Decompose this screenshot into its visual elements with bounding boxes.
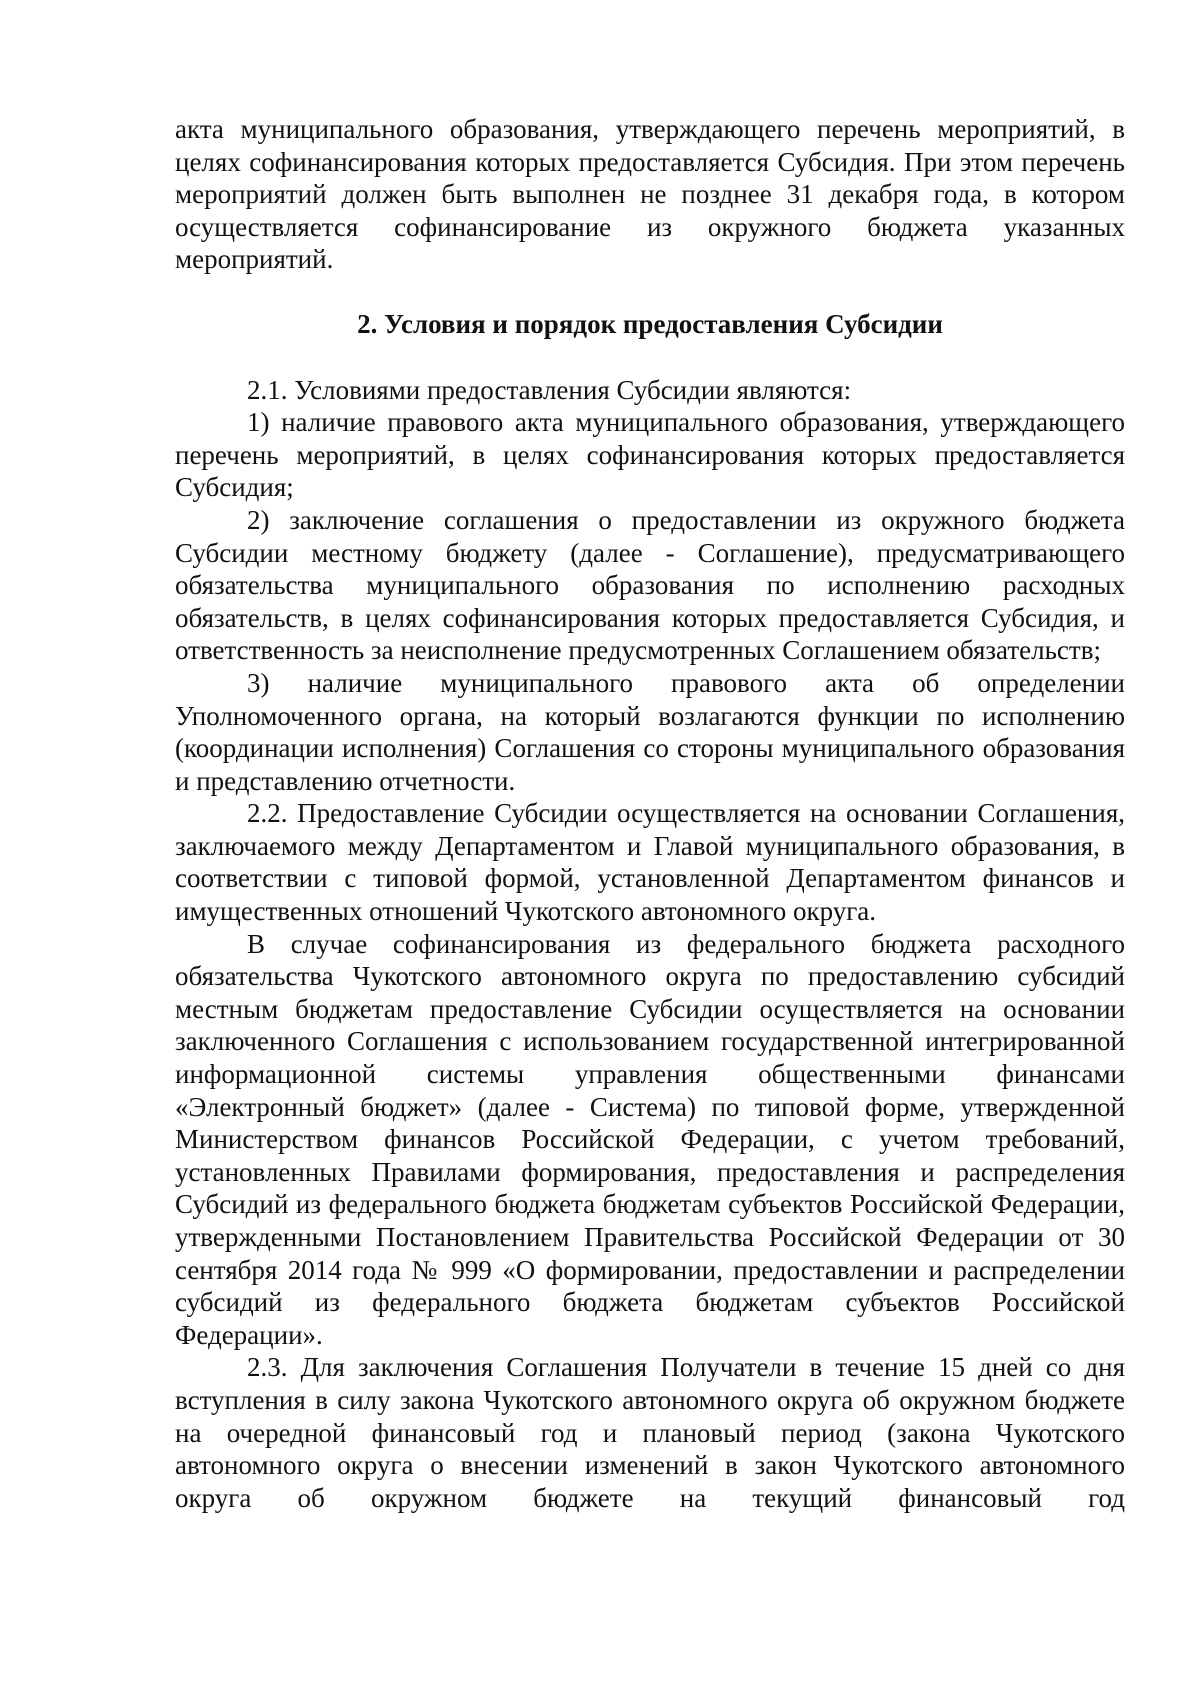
paragraph-2-2: 2.2. Предоставление Субсидии осуществляется на основании Соглашения, заключаемого между Департаментом и Главой муниципального образования, в соответствии с типовой формой, установленной Департаментом финансов и имущественных отношений Чукотского автономного округа.	[175, 798, 1125, 927]
intro-paragraph: акта муниципального образования, утверждающего перечень мероприятий, в целях софинансирования которых предоставляется Субсидия. При этом перечень мероприятий должен быть выполнен не позднее 31 декабря года, в котором осуществляется софинансирование из окружного бюджета указанных мероприятий.	[175, 114, 1125, 275]
section-heading: 2. Условия и порядок предоставления Субсидии	[357, 308, 943, 339]
paragraph-2-1: 2.1. Условиями предоставления Субсидии являются:	[247, 374, 852, 405]
paragraph-2-1-item-2: 2) заключение соглашения о предоставлении из окружного бюджета Субсидии местному бюджету (далее - Соглашение), предусматривающего обязательства муниципального образования по исполнению расходных обязательств, в целях софинансирования которых предоставляется Субсидия, и ответственность за неисполнение предусмотренных Соглашением обязательств;	[175, 504, 1125, 666]
paragraph-2-3: 2.3. Для заключения Соглашения Получатели в течение 15 дней со дня вступления в силу закона Чукотского автономного округа об окружном бюджете на очередной финансовый год и плановый период (закона Чукотского автономного округа о внесении изменений в закон Чукотского автономного округа об окружном бюджете на текущий финансовый год	[175, 1352, 1125, 1513]
paragraph-2-1-item-3: 3) наличие муниципального правового акта об определении Уполномоченного органа, на который возлагаются функции по исполнению (координации исполнения) Соглашения со стороны муниципального образования и представлению отчетности.	[175, 667, 1125, 796]
document-body	[175, 113, 1125, 1514]
paragraph-2-1-item-1: 1) наличие правового акта муниципального образования, утверждающего перечень мероприятий, в целях софинансирования которых предоставляется Субсидия;	[175, 407, 1125, 503]
paragraph-2-2-federal: В случае софинансирования из федерального бюджета расходного обязательства Чукотского автономного округа по предоставлению субсидий местным бюджетам предоставление Субсидии осуществляется на основании заключенного Соглашения с использованием государственной интегрированной информационной системы управления общественными финансами «Электронный бюджет» (далее - Система) по типовой форме, утвержденной Министерством финансов Российской Федерации, с учетом требований, установленных Правилами формирования, предоставления и распределения Субсидий из федерального бюджета бюджетам субъектов Российской Федерации, утвержденными Постановлением Правительства Российской Федерации от 30 сентября 2014 года № 999 «О формировании, предоставлении и распределении субсидий из федерального бюджета бюджетам субъектов Российской Федерации».	[175, 928, 1125, 1350]
